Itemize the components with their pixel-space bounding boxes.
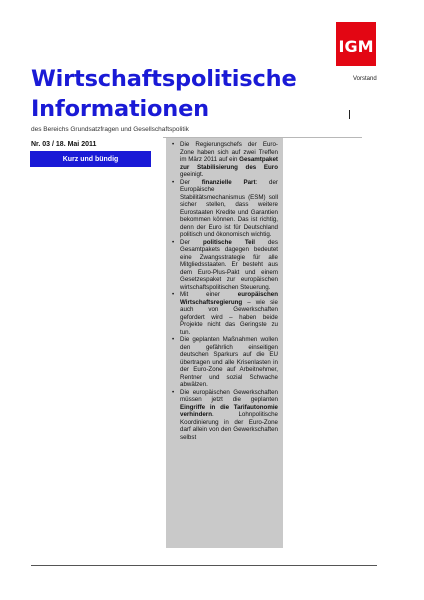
bullet-item <box>172 239 278 292</box>
kurz-und-buendig-box <box>30 151 151 167</box>
bullet-text: Die europäischen Gewerkschaften müssen jetzt die geplanten Eingriffe in die Tarifautonomie verhindern. Lohnpolitische Koordinierung in der Euro-Zone darf allein von den Gewerkschaften selbst <box>180 388 278 441</box>
vorstand-label: Vorstand <box>353 76 377 82</box>
bullet-list <box>166 138 283 441</box>
bullet-dot-icon: • <box>172 141 175 148</box>
bullet-item <box>172 389 278 442</box>
bullet-item <box>172 336 278 389</box>
summary-column <box>166 138 283 548</box>
bullet-text: Die geplanten Maßnahmen wollen den gefährlich einseitigen deutschen Sparkurs auf die EU übertragen und alle Krisenlasten in der Euro-Zone auf Arbeitnehmer, Rentner und sozial Schwache abwälzen. <box>180 336 278 388</box>
bullet-item <box>172 179 278 239</box>
title-line-1: Wirtschaftspolitische <box>31 66 297 92</box>
bottom-divider <box>31 565 377 566</box>
bullet-text: Mit einer europäischen Wirtschaftsregierung – wie sie auch von Gewerkschaften gefordert wird – haben beide Projekte nicht das Geringste zu tun. <box>180 291 278 336</box>
bullet-text: Der politische Teil des Gesamtpakets dagegen bedeutet eine Zwangsstrategie für alle Mitgliedsstaaten. Er besteht aus dem Euro-Plus-Pakt und einem Gesetzespaket zur europäischen wirtschaftspolitischen Steuerung. <box>180 238 278 291</box>
page-title <box>31 64 297 124</box>
bullet-dot-icon: • <box>172 238 175 246</box>
bullet-dot-icon: • <box>172 336 175 343</box>
bullet-text: Der finanzielle Part: der Europäische Stabilitätsmechanismus (ESM) soll sicher stellen, dass weitere Eurostaaten Kredite und Garantien bekommen können. Das ist richtig, denn der Euro ist für Deutschland politisch und ökonomisch wichtig. <box>180 178 278 238</box>
bullet-dot-icon: • <box>172 388 175 396</box>
subtitle: des Bereichs Grundsatzfragen und Gesellschaftspolitik <box>31 126 189 133</box>
kurz-und-buendig-label: Kurz und bündig <box>62 155 119 163</box>
title-line-2: Informationen <box>31 96 209 122</box>
bullet-item <box>172 141 278 179</box>
ig-metall-logo-icon <box>336 22 376 66</box>
bullet-dot-icon: • <box>172 291 175 298</box>
bullet-dot-icon: • <box>172 178 175 186</box>
vertical-marker <box>349 110 350 119</box>
issue-number: Nr. 03 / 18. Mai 2011 <box>31 141 97 148</box>
svg-text:IGM: IGM <box>338 37 374 56</box>
bullet-text: Die Regierungschefs der Euro-Zone haben sich auf zwei Treffen im März 2011 auf ein Gesamtpaket zur Stabilisierung des Euro geeinigt. <box>180 141 278 178</box>
bullet-item <box>172 291 278 336</box>
